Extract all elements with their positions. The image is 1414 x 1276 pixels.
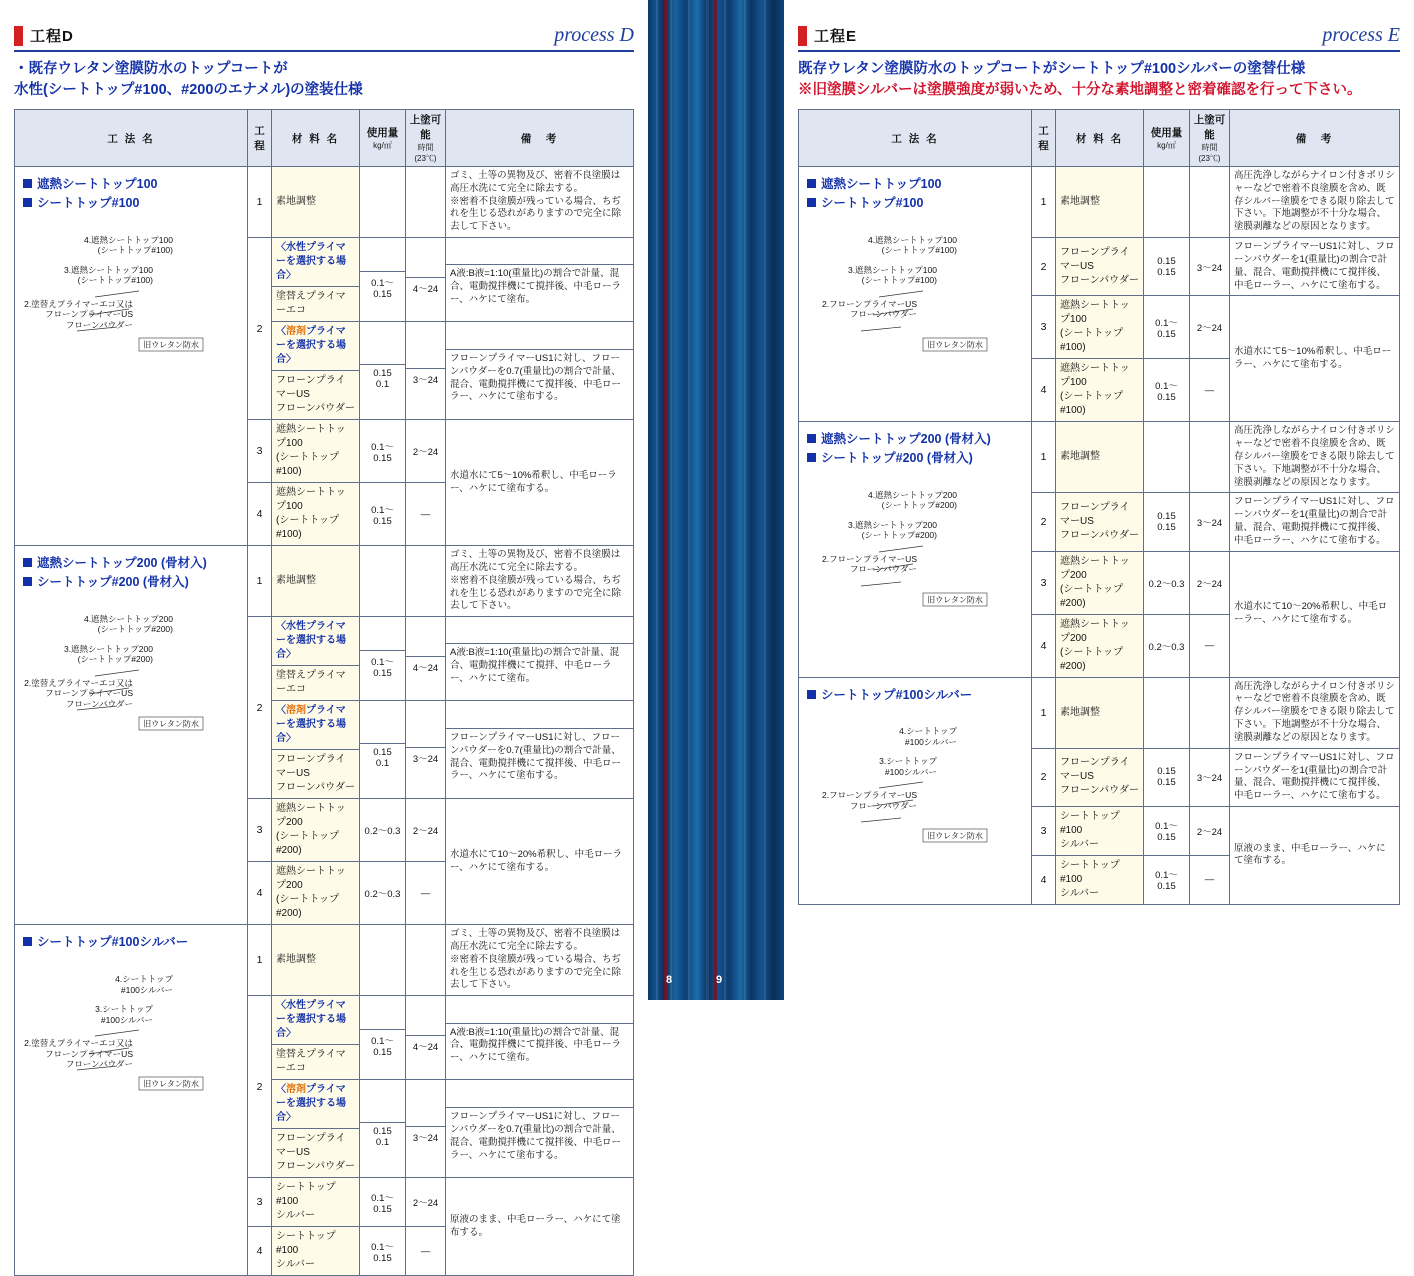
process-number: 4 — [1032, 359, 1056, 422]
header-subtitle-d — [14, 59, 634, 101]
material-cell: シートトップ#100 シルバー — [272, 1178, 360, 1227]
usage-amount: 0.1～0.15 — [360, 617, 406, 701]
material-cell: 遮熱シートトップ200 (シートトップ#200) — [272, 862, 360, 925]
col-interval-label-d: 上塗可能 — [409, 114, 442, 142]
col-method-e: 工 法 名 — [799, 110, 1032, 167]
usage-amount: 0.15 0.15 — [1144, 493, 1190, 551]
diagram-label-2: 3.遮熱シートトップ200 (シートトップ#200) — [847, 519, 937, 541]
header-red-marker-icon — [14, 26, 23, 46]
col-usage-unit-d: kg/㎡ — [373, 141, 392, 151]
header-bar-e — [798, 24, 1400, 52]
bullet-square-icon — [23, 179, 32, 188]
method-title: 遮熱シートトップ100 — [807, 175, 1025, 194]
method-title: シートトップ#200 (骨材入) — [23, 573, 241, 592]
page-process-e — [784, 0, 1414, 1000]
col-usage-unit-e: kg/㎡ — [1157, 141, 1176, 151]
table-container-e — [798, 109, 1400, 905]
note-cell: A液:B液=1:10(重量比)の割合で計量、混合、電動撹拌機にて撹拌後、中毛ローラー、ハケにて塗布。 — [446, 996, 634, 1080]
material-cell: 遮熱シートトップ200 (シートトップ#200) — [272, 799, 360, 862]
recoat-interval: ― — [406, 483, 446, 546]
col-material-e: 材 料 名 — [1056, 110, 1144, 167]
header-en-title-d: process D — [554, 24, 634, 46]
recoat-interval: ― — [406, 862, 446, 925]
primer-option-header: 〈溶剤プライマーを選択する場合〉 — [272, 322, 359, 371]
recoat-interval: 4～24 — [406, 617, 446, 701]
note-cell: 水道水にて10～20%希釈し、中毛ローラー、ハケにて塗布する。 — [446, 799, 634, 925]
table-head-d — [15, 110, 634, 167]
process-number: 3 — [1032, 296, 1056, 359]
method-title: シートトップ#200 (骨材入) — [807, 449, 1025, 468]
table-row — [15, 925, 634, 996]
recoat-interval: 3～24 — [406, 701, 446, 799]
table-body-d — [15, 167, 634, 1276]
recoat-interval: 2～24 — [1190, 296, 1230, 359]
diagram-label-1: 4.シートトップ #100シルバー — [899, 726, 957, 748]
process-number: 2 — [1032, 493, 1056, 551]
process-number: 4 — [248, 862, 272, 925]
note-cell: フローンプライマーUS1に対し、フローンパウダーを0.7(重量比)の割合で計量、混合、電動撹拌機にて撹拌後、中毛ローラー、ハケにて塗布する。 — [446, 322, 634, 420]
method-cell — [799, 422, 1032, 677]
usage-amount — [1144, 422, 1190, 493]
table-row — [799, 677, 1400, 748]
table-row — [799, 422, 1400, 493]
recoat-interval — [406, 925, 446, 996]
col-usage-e — [1144, 110, 1190, 167]
note-cell: 水道水にて10～20%希釈し、中毛ローラー、ハケにて塗布する。 — [1230, 551, 1400, 677]
note-cell: 原液のまま、中毛ローラー、ハケにて塗布する。 — [1230, 806, 1400, 904]
header-left-d — [14, 25, 74, 46]
layer-diagram-wrap — [807, 213, 1025, 363]
header-subtitle-warning-e: ※旧塗膜シルバーは塗膜強度が弱いため、十分な素地調整と密着確認を行って下さい。 — [798, 82, 1362, 99]
method-title: 遮熱シートトップ200 (骨材入) — [23, 554, 241, 573]
note-cell: ゴミ、土等の異物及び、密着不良塗膜は高圧水洗にて完全に除去する。 ※密着不良塗膜が残っている場合、ちぢれを生じる恐れがありますので完全に除去して下さい。 — [446, 546, 634, 617]
usage-amount: 0.1～0.15 — [1144, 806, 1190, 855]
material-cell: フローンプライマーUS フローンパウダー — [1056, 238, 1144, 296]
usage-amount: 0.15 0.15 — [1144, 748, 1190, 806]
process-number: 1 — [1032, 677, 1056, 748]
note-cell: フローンプライマーUS1に対し、フローンパウダーを1(重量比)の割合で計量、混合、電動撹拌機にて撹拌後、中毛ローラー、ハケにて塗布する。 — [1230, 238, 1400, 296]
usage-amount: 0.15 0.1 — [360, 701, 406, 799]
table-head-e — [799, 110, 1400, 167]
col-interval-unit-e: 時間(23℃) — [1198, 143, 1221, 164]
material-cell: 〈水性プライマーを選択する場合〉 塗替えプライマーエコ — [272, 617, 360, 701]
bullet-square-icon — [807, 179, 816, 188]
diagram-label-2: 3.遮熱シートトップ200 (シートトップ#200) — [63, 643, 153, 665]
layer-diagram-wrap — [23, 213, 241, 363]
usage-amount — [360, 546, 406, 617]
recoat-interval: 2～24 — [406, 1178, 446, 1227]
table-container-d — [14, 109, 634, 1276]
diagram-label-3: 2.フローンプライマーUS フローンパウダー — [822, 298, 917, 320]
method-cell — [799, 677, 1032, 904]
svg-text:旧ウレタン防水: 旧ウレタン防水 — [143, 719, 199, 729]
usage-amount: 0.2～0.3 — [360, 799, 406, 862]
col-usage-d — [360, 110, 406, 167]
isometric-layer-diagram — [43, 618, 258, 736]
material-cell: 遮熱シートトップ200 (シートトップ#200) — [1056, 614, 1144, 677]
header-d — [14, 0, 634, 101]
process-number: 3 — [248, 420, 272, 483]
recoat-interval: 4～24 — [406, 238, 446, 322]
col-note-d: 備 考 — [446, 110, 634, 167]
diagram-label-3: 2.塗替えプライマーエコ又は フローンプライマーUS フローンパウダー — [24, 298, 133, 330]
bullet-square-icon — [23, 558, 32, 567]
process-number: 3 — [1032, 806, 1056, 855]
method-title: シートトップ#100 — [807, 194, 1025, 213]
diagram-label-1: 4.遮熱シートトップ200 (シートトップ#200) — [83, 613, 173, 635]
material-cell: シートトップ#100 シルバー — [1056, 806, 1144, 855]
process-number: 2 — [1032, 748, 1056, 806]
material-cell: 〈水性プライマーを選択する場合〉 塗替えプライマーエコ — [272, 238, 360, 322]
material-cell: 遮熱シートトップ100 (シートトップ#100) — [1056, 359, 1144, 422]
recoat-interval: ― — [1190, 614, 1230, 677]
material-cell: 〈溶剤プライマーを選択する場合〉 フローンプライマーUS フローンパウダー — [272, 701, 360, 799]
usage-amount: 0.15 0.1 — [360, 322, 406, 420]
spec-table-e — [798, 109, 1400, 905]
bullet-square-icon — [23, 198, 32, 207]
isometric-layer-diagram — [827, 730, 1042, 848]
table-header-row-d — [15, 110, 634, 167]
diagram-label-2: 3.シートトップ #100シルバー — [95, 1003, 153, 1025]
col-note-e: 備 考 — [1230, 110, 1400, 167]
recoat-interval: 2～24 — [406, 420, 446, 483]
primer-option-header: 〈水性プライマーを選択する場合〉 — [272, 238, 359, 287]
method-title: シートトップ#100シルバー — [23, 933, 241, 952]
material-cell: 遮熱シートトップ100 (シートトップ#100) — [272, 420, 360, 483]
primer-option-header: 〈溶剤プライマーを選択する場合〉 — [272, 1080, 359, 1129]
usage-amount: 0.15 0.15 — [1144, 238, 1190, 296]
process-number: 4 — [1032, 855, 1056, 904]
header-subtitle-line-1: ・既存ウレタン塗膜防水のトップコートが — [14, 61, 288, 77]
usage-amount — [360, 925, 406, 996]
col-material-d: 材 料 名 — [272, 110, 360, 167]
diagram-label-3: 2.フローンプライマーUS フローンパウダー — [822, 790, 917, 812]
note-cell: ゴミ、土等の異物及び、密着不良塗膜は高圧水洗にて完全に除去する。 ※密着不良塗膜が残っている場合、ちぢれを生じる恐れがありますので完全に除去して下さい。 — [446, 925, 634, 996]
material-cell: 遮熱シートトップ100 (シートトップ#100) — [272, 483, 360, 546]
material-cell: 素地調整 — [272, 167, 360, 238]
table-header-row-e — [799, 110, 1400, 167]
note-cell: A液:B液=1:10(重量比)の割合で計量、混合、電動撹拌機にて撹拌、中毛ローラー、ハケにて塗布。 — [446, 617, 634, 701]
material-cell: 〈溶剤プライマーを選択する場合〉 フローンプライマーUS フローンパウダー — [272, 322, 360, 420]
process-number: 1 — [1032, 167, 1056, 238]
col-interval-e — [1190, 110, 1230, 167]
header-bar-d — [14, 24, 634, 52]
bullet-square-icon — [807, 434, 816, 443]
col-interval-label-e: 上塗可能 — [1193, 114, 1226, 142]
note-cell: 高圧洗浄しながらナイロン付きポリシャーなどで密着不良塗膜を含め、既存シルバー塗膜をできる限り除去して下さい。下地調整が不十分な場合、塗膜剥離などの原因となります。 — [1230, 167, 1400, 238]
material-cell: 遮熱シートトップ100 (シートトップ#100) — [1056, 296, 1144, 359]
header-red-marker-icon-e — [798, 26, 807, 46]
note-cell: 水道水にて5～10%希釈し、中毛ローラー、ハケにて塗布する。 — [1230, 296, 1400, 422]
process-number: 2 — [1032, 238, 1056, 296]
header-jp-title-d: 工程D — [30, 28, 74, 45]
usage-amount — [1144, 677, 1190, 748]
diagram-label-3: 2.フローンプライマーUS フローンパウダー — [822, 553, 917, 575]
method-title: 遮熱シートトップ200 (骨材入) — [807, 430, 1025, 449]
note-cell: フローンプライマーUS1に対し、フローンパウダーを1(重量比)の割合で計量、混合、電動撹拌機にて撹拌後、中毛ローラー、ハケにて塗布する。 — [1230, 748, 1400, 806]
usage-amount: 0.2～0.3 — [360, 862, 406, 925]
col-interval-d — [406, 110, 446, 167]
recoat-interval — [1190, 167, 1230, 238]
material-cell: 素地調整 — [1056, 422, 1144, 493]
isometric-layer-diagram — [43, 978, 258, 1096]
spec-table-d — [14, 109, 634, 1276]
usage-amount: 0.2～0.3 — [1144, 614, 1190, 677]
method-cell — [15, 546, 248, 925]
layer-diagram-wrap — [807, 704, 1025, 854]
diagram-label-2: 3.遮熱シートトップ100 (シートトップ#100) — [847, 264, 937, 286]
material-cell: 素地調整 — [1056, 677, 1144, 748]
isometric-layer-diagram — [827, 239, 1042, 357]
process-number: 1 — [1032, 422, 1056, 493]
material-cell: フローンプライマーUS フローンパウダー — [1056, 493, 1144, 551]
usage-amount — [1144, 167, 1190, 238]
process-number: 4 — [1032, 614, 1056, 677]
note-cell: 高圧洗浄しながらナイロン付きポリシャーなどで密着不良塗膜を含め、既存シルバー塗膜をできる限り除去して下さい。下地調整が不十分な場合、塗膜剥離などの原因となります。 — [1230, 677, 1400, 748]
note-cell: 原液のまま、中毛ローラー、ハケにて塗布する。 — [446, 1178, 634, 1276]
page-number-left: 8 — [666, 974, 673, 986]
header-subtitle-line-1-e: 既存ウレタン塗膜防水のトップコートがシートトップ#100シルバーの塗替仕様 — [798, 61, 1306, 77]
process-number: 2 — [248, 238, 272, 420]
recoat-interval: ― — [1190, 359, 1230, 422]
process-number: 2 — [248, 617, 272, 799]
diagram-label-3: 2.塗替えプライマーエコ又は フローンプライマーUS フローンパウダー — [24, 677, 133, 709]
usage-amount: 0.15 0.1 — [360, 1080, 406, 1178]
col-method-d: 工 法 名 — [15, 110, 248, 167]
note-cell: A液:B液=1:10(重量比)の割合で計量、混合、電動撹拌機にて撹拌後、中毛ローラー、ハケにて塗布。 — [446, 238, 634, 322]
process-number: 3 — [248, 799, 272, 862]
recoat-interval: 2～24 — [1190, 806, 1230, 855]
process-number: 1 — [248, 167, 272, 238]
svg-text:旧ウレタン防水: 旧ウレタン防水 — [927, 831, 983, 841]
layer-diagram-wrap — [807, 468, 1025, 618]
method-title: 遮熱シートトップ100 — [23, 175, 241, 194]
material-cell: 素地調整 — [1056, 167, 1144, 238]
svg-text:旧ウレタン防水: 旧ウレタン防水 — [927, 340, 983, 350]
bullet-square-icon — [807, 690, 816, 699]
table-row — [799, 167, 1400, 238]
note-cell: フローンプライマーUS1に対し、フローンパウダーを0.7(重量比)の割合で計量、混合、電動撹拌機にて撹拌後、中毛ローラー、ハケにて塗布する。 — [446, 1080, 634, 1178]
usage-amount: 0.1～0.15 — [1144, 855, 1190, 904]
diagram-label-1: 4.シートトップ #100シルバー — [115, 973, 173, 995]
table-body-e — [799, 167, 1400, 905]
process-number: 4 — [248, 483, 272, 546]
recoat-interval: 3～24 — [1190, 238, 1230, 296]
header-subtitle-line-2: 水性(シートトップ#100、#200のエナメル)の塗装仕様 — [14, 82, 363, 99]
recoat-interval: 3～24 — [1190, 748, 1230, 806]
material-cell: シートトップ#100 シルバー — [272, 1227, 360, 1276]
usage-amount: 0.1～0.15 — [360, 1227, 406, 1276]
material-cell: シートトップ#100 シルバー — [1056, 855, 1144, 904]
method-cell — [15, 167, 248, 546]
col-usage-label-e: 使用量 — [1150, 127, 1183, 140]
usage-amount: 0.1～0.15 — [360, 1178, 406, 1227]
page-number-right: 9 — [716, 974, 723, 986]
recoat-interval: 2～24 — [1190, 551, 1230, 614]
recoat-interval: 3～24 — [1190, 493, 1230, 551]
recoat-interval: 3～24 — [406, 322, 446, 420]
note-cell: 水道水にて5～10%希釈し、中毛ローラー、ハケにて塗布する。 — [446, 420, 634, 546]
material-cell: 素地調整 — [272, 546, 360, 617]
recoat-interval: ― — [1190, 855, 1230, 904]
primer-option-header: 〈水性プライマーを選択する場合〉 — [272, 996, 359, 1045]
recoat-interval — [1190, 422, 1230, 493]
usage-amount — [360, 167, 406, 238]
primer-option-header: 〈溶剤プライマーを選択する場合〉 — [272, 701, 359, 750]
note-cell: 高圧洗浄しながらナイロン付きポリシャーなどで密着不良塗膜を含め、既存シルバー塗膜をできる限り除去して下さい。下地調整が不十分な場合、塗膜剥離などの原因となります。 — [1230, 422, 1400, 493]
usage-amount: 0.1～0.15 — [1144, 296, 1190, 359]
header-e — [798, 0, 1400, 101]
isometric-layer-diagram — [43, 239, 258, 357]
material-cell: 〈水性プライマーを選択する場合〉 塗替えプライマーエコ — [272, 996, 360, 1080]
diagram-label-3: 2.塗替えプライマーエコ又は フローンプライマーUS フローンパウダー — [24, 1037, 133, 1070]
svg-text:旧ウレタン防水: 旧ウレタン防水 — [143, 340, 199, 350]
recoat-interval — [406, 546, 446, 617]
page-process-d — [0, 0, 648, 1271]
col-usage-label-d: 使用量 — [366, 127, 399, 140]
usage-amount: 0.2～0.3 — [1144, 551, 1190, 614]
primer-option-header: 〈水性プライマーを選択する場合〉 — [272, 617, 359, 666]
usage-amount: 0.1～0.15 — [360, 996, 406, 1080]
diagram-label-1: 4.遮熱シートトップ200 (シートトップ#200) — [867, 489, 957, 511]
recoat-interval — [1190, 677, 1230, 748]
process-number: 2 — [248, 996, 272, 1178]
usage-amount: 0.1～0.15 — [360, 483, 406, 546]
note-cell: フローンプライマーUS1に対し、フローンパウダーを0.7(重量比)の割合で計量、混合、電動撹拌機にて撹拌後、中毛ローラー、ハケにて塗布する。 — [446, 701, 634, 799]
method-title: シートトップ#100シルバー — [807, 686, 1025, 705]
col-interval-unit-d: 時間(23℃) — [414, 143, 437, 164]
col-process-e: 工程 — [1032, 110, 1056, 167]
material-cell: 〈溶剤プライマーを選択する場合〉 フローンプライマーUS フローンパウダー — [272, 1080, 360, 1178]
layer-diagram-wrap — [23, 952, 241, 1102]
note-cell: フローンプライマーUS1に対し、フローンパウダーを1(重量比)の割合で計量、混合、電動撹拌機にて撹拌後、中毛ローラー、ハケにて塗布する。 — [1230, 493, 1400, 551]
process-number: 1 — [248, 546, 272, 617]
header-left-e — [798, 25, 857, 46]
material-cell: フローンプライマーUS フローンパウダー — [1056, 748, 1144, 806]
bullet-square-icon — [807, 198, 816, 207]
table-row — [15, 546, 634, 617]
process-number: 1 — [248, 925, 272, 996]
bullet-square-icon — [23, 577, 32, 586]
method-title: シートトップ#100 — [23, 194, 241, 213]
usage-amount: 0.1～0.15 — [360, 420, 406, 483]
process-number: 4 — [248, 1227, 272, 1276]
diagram-label-1: 4.遮熱シートトップ100 (シートトップ#100) — [867, 234, 957, 256]
process-number: 3 — [1032, 551, 1056, 614]
header-jp-title-e: 工程E — [814, 28, 858, 45]
method-cell — [15, 925, 248, 1276]
bullet-square-icon — [807, 453, 816, 462]
isometric-layer-diagram — [827, 494, 1042, 612]
book-spine — [648, 0, 784, 1000]
header-en-title-e: process E — [1322, 24, 1400, 46]
recoat-interval — [406, 167, 446, 238]
table-row — [15, 167, 634, 238]
header-subtitle-e — [798, 59, 1400, 101]
material-cell: 遮熱シートトップ200 (シートトップ#200) — [1056, 551, 1144, 614]
diagram-label-1: 4.遮熱シートトップ100 (シートトップ#100) — [83, 234, 173, 256]
usage-amount: 0.1～0.15 — [1144, 359, 1190, 422]
diagram-label-2: 3.遮熱シートトップ100 (シートトップ#100) — [63, 264, 153, 286]
col-process-d: 工程 — [248, 110, 272, 167]
layer-diagram-wrap — [23, 592, 241, 742]
svg-text:旧ウレタン防水: 旧ウレタン防水 — [143, 1079, 199, 1089]
note-cell: ゴミ、土等の異物及び、密着不良塗膜は高圧水洗にて完全に除去する。 ※密着不良塗膜が残っている場合、ちぢれを生じる恐れがありますので完全に除去して下さい。 — [446, 167, 634, 238]
svg-text:旧ウレタン防水: 旧ウレタン防水 — [927, 595, 983, 605]
process-number: 3 — [248, 1178, 272, 1227]
usage-amount: 0.1～0.15 — [360, 238, 406, 322]
recoat-interval: 3～24 — [406, 1080, 446, 1178]
recoat-interval: 2～24 — [406, 799, 446, 862]
method-cell — [799, 167, 1032, 422]
bullet-square-icon — [23, 937, 32, 946]
recoat-interval: ― — [406, 1227, 446, 1276]
recoat-interval: 4～24 — [406, 996, 446, 1080]
material-cell: 素地調整 — [272, 925, 360, 996]
diagram-label-2: 3.シートトップ #100シルバー — [879, 756, 937, 778]
